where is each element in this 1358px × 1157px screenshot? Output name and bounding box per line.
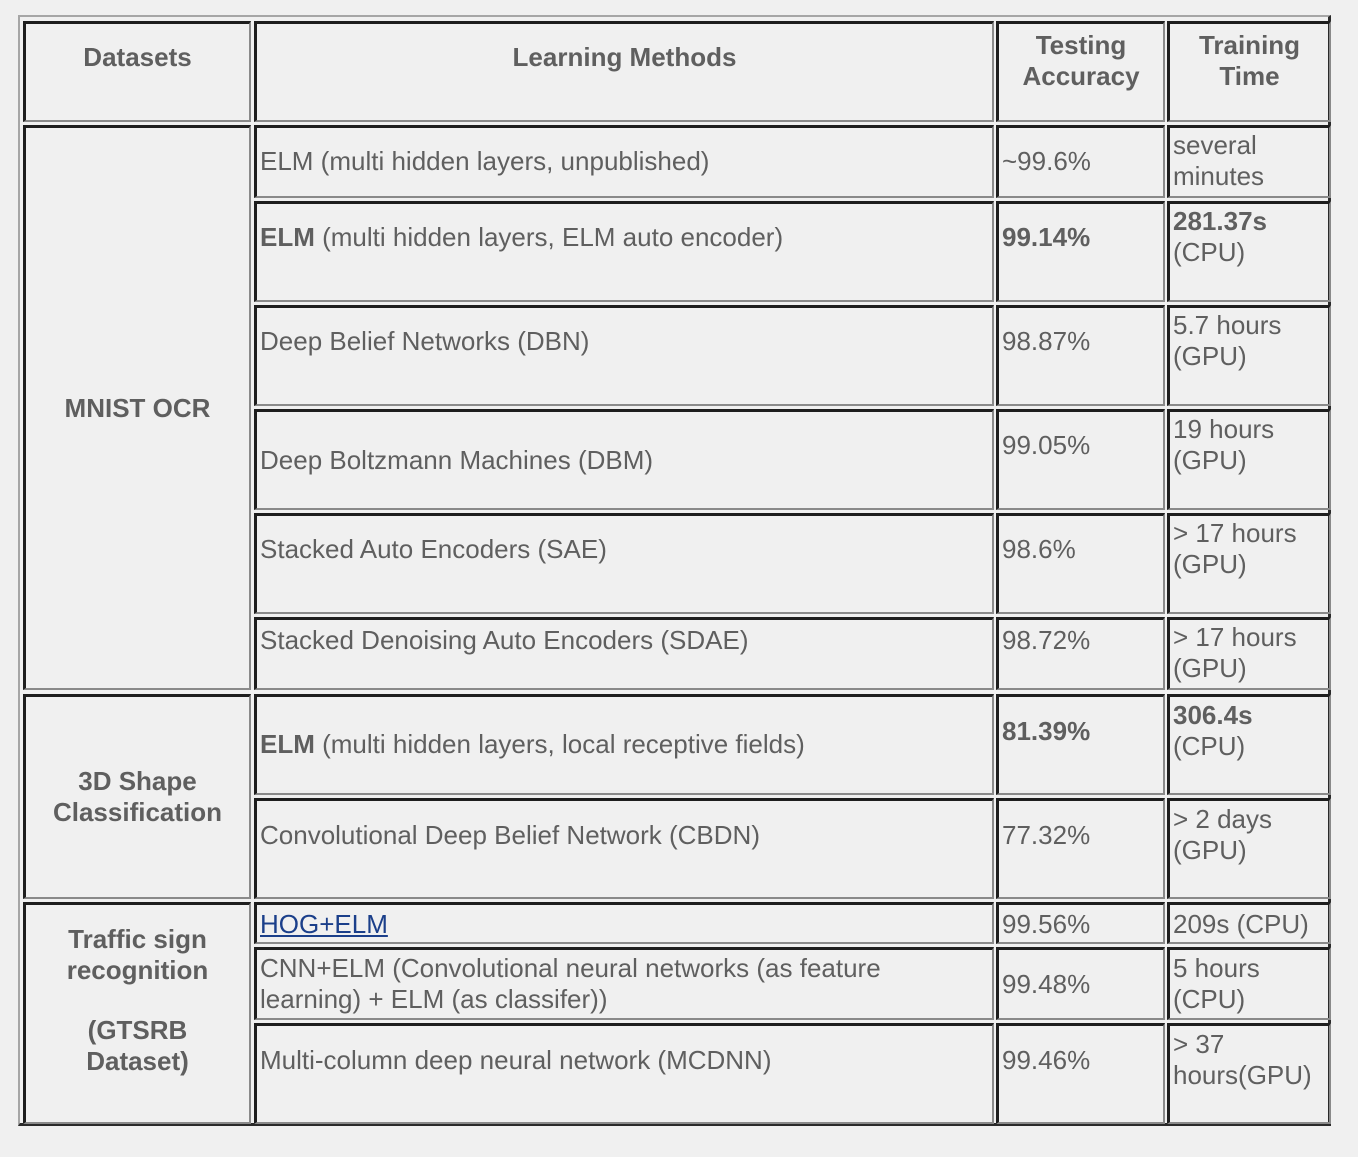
time-cell xyxy=(1167,902,1331,944)
time-cell xyxy=(1167,201,1331,302)
time-line1: 5.7 hours xyxy=(1173,310,1282,340)
time-line2: (GPU) xyxy=(1173,835,1247,865)
time-cell xyxy=(1167,798,1331,899)
time-line2: minutes xyxy=(1173,161,1265,191)
dataset-3d-shape-classification xyxy=(23,694,251,899)
time-cell xyxy=(1167,694,1331,795)
method-label: (multi hidden layers, ELM auto encoder) xyxy=(314,222,784,252)
accuracy-cell xyxy=(996,1023,1165,1124)
header-time-line2: Time xyxy=(1219,61,1280,91)
time-line2: (GPU) xyxy=(1173,653,1247,683)
header-learning-methods xyxy=(254,21,994,122)
accuracy-cell xyxy=(996,513,1165,614)
header-testing-accuracy xyxy=(996,21,1165,122)
time-line1: > 17 hours xyxy=(1173,622,1297,652)
time-line1: 281.37s xyxy=(1173,206,1267,236)
method-label: (multi hidden layers, local receptive fields) xyxy=(314,729,805,759)
dataset-traffic-sign-recognition xyxy=(23,902,251,1124)
time-cell xyxy=(1167,617,1331,690)
method-cell xyxy=(254,513,994,614)
dataset-label-spacer xyxy=(67,986,209,1015)
method-cell xyxy=(254,305,994,406)
method-cell xyxy=(254,947,994,1020)
time-line1: > 37 xyxy=(1173,1029,1225,1059)
time-cell xyxy=(1167,409,1331,510)
method-cell xyxy=(254,902,994,944)
time-cell xyxy=(1167,305,1331,406)
method-label: Multi-column deep neural network (MCDNN) xyxy=(260,1045,772,1075)
accuracy-value: 99.46% xyxy=(1002,1045,1091,1075)
method-cell xyxy=(254,617,994,690)
header-accuracy-line2: Accuracy xyxy=(1022,61,1140,91)
time-line1: 306.4s xyxy=(1173,700,1253,730)
accuracy-value: 99.56% xyxy=(1002,909,1091,939)
accuracy-value: 81.39% xyxy=(1002,716,1091,746)
dataset-label-line4: Dataset) xyxy=(86,1046,189,1076)
dataset-label-line3: (GTSRB xyxy=(87,1015,188,1045)
accuracy-cell xyxy=(996,201,1165,302)
dataset-label-line1: Traffic sign xyxy=(68,924,207,954)
method-cell xyxy=(254,409,994,510)
dataset-label-line2: Classification xyxy=(52,797,223,827)
method-label: Stacked Denoising Auto Encoders (SDAE) xyxy=(260,625,749,655)
method-label: Deep Boltzmann Machines (DBM) xyxy=(260,445,654,475)
dataset-label-line1: 3D Shape xyxy=(78,766,197,796)
accuracy-cell xyxy=(996,409,1165,510)
accuracy-value: 98.6% xyxy=(1002,534,1076,564)
time-line1: > 17 hours xyxy=(1173,518,1297,548)
time-line2: (GPU) xyxy=(1173,445,1247,475)
method-label: Deep Belief Networks (DBN) xyxy=(260,326,590,356)
time-cell xyxy=(1167,947,1331,1020)
method-cell xyxy=(254,201,994,302)
method-cell xyxy=(254,694,994,795)
header-datasets xyxy=(23,21,251,122)
header-time-line1: Training xyxy=(1198,30,1301,60)
time-line2: hours(GPU) xyxy=(1173,1060,1312,1090)
method-cell xyxy=(254,125,994,198)
time-line1: 19 hours xyxy=(1173,414,1275,444)
time-cell xyxy=(1167,125,1331,198)
accuracy-value: 98.87% xyxy=(1002,326,1091,356)
accuracy-cell xyxy=(996,694,1165,795)
method-cell xyxy=(254,1023,994,1124)
hog-elm-link[interactable]: HOG+ELM xyxy=(260,909,388,939)
header-training-time xyxy=(1167,21,1331,122)
time-cell xyxy=(1167,1023,1331,1124)
method-label: Stacked Auto Encoders (SAE) xyxy=(260,534,607,564)
time-line2: (GPU) xyxy=(1173,341,1247,371)
method-label: Convolutional Deep Belief Network (CBDN) xyxy=(260,820,760,850)
dataset-label-line2: recognition xyxy=(66,955,209,985)
accuracy-value: 99.14% xyxy=(1002,222,1091,252)
accuracy-value: 99.48% xyxy=(1002,969,1091,999)
accuracy-value: 98.72% xyxy=(1002,625,1091,655)
header-methods-label: Learning Methods xyxy=(512,42,737,72)
method-cell xyxy=(254,798,994,899)
dataset-label: MNIST OCR xyxy=(64,392,211,423)
time-line2: (CPU) xyxy=(1173,237,1246,267)
time-line1: 5 hours xyxy=(1173,953,1260,983)
method-label: ELM (multi hidden layers, unpublished) xyxy=(260,146,710,176)
method-label-line2: learning) + ELM (as classifer)) xyxy=(260,984,608,1014)
time-cell xyxy=(1167,513,1331,614)
header-accuracy-line1: Testing xyxy=(1035,30,1127,60)
accuracy-cell xyxy=(996,902,1165,944)
method-label-line1: CNN+ELM (Convolutional neural networks (as feature xyxy=(260,953,881,983)
accuracy-cell xyxy=(996,617,1165,690)
accuracy-cell xyxy=(996,125,1165,198)
accuracy-value: 77.32% xyxy=(1002,820,1091,850)
header-datasets-label: Datasets xyxy=(83,42,192,72)
time-line2: (GPU) xyxy=(1173,549,1247,579)
accuracy-cell xyxy=(996,798,1165,899)
dataset-mnist-ocr xyxy=(23,125,251,690)
time-value: 209s (CPU) xyxy=(1173,909,1309,939)
method-bold-label: ELM xyxy=(260,729,315,759)
time-line2: (CPU) xyxy=(1173,984,1246,1014)
accuracy-cell xyxy=(996,305,1165,406)
time-line1: several xyxy=(1173,130,1257,160)
time-line2: (CPU) xyxy=(1173,731,1246,761)
method-bold-label: ELM xyxy=(260,222,315,252)
accuracy-value: ~99.6% xyxy=(1002,146,1091,176)
accuracy-value: 99.05% xyxy=(1002,430,1091,460)
time-line1: > 2 days xyxy=(1173,804,1273,834)
accuracy-cell xyxy=(996,947,1165,1020)
